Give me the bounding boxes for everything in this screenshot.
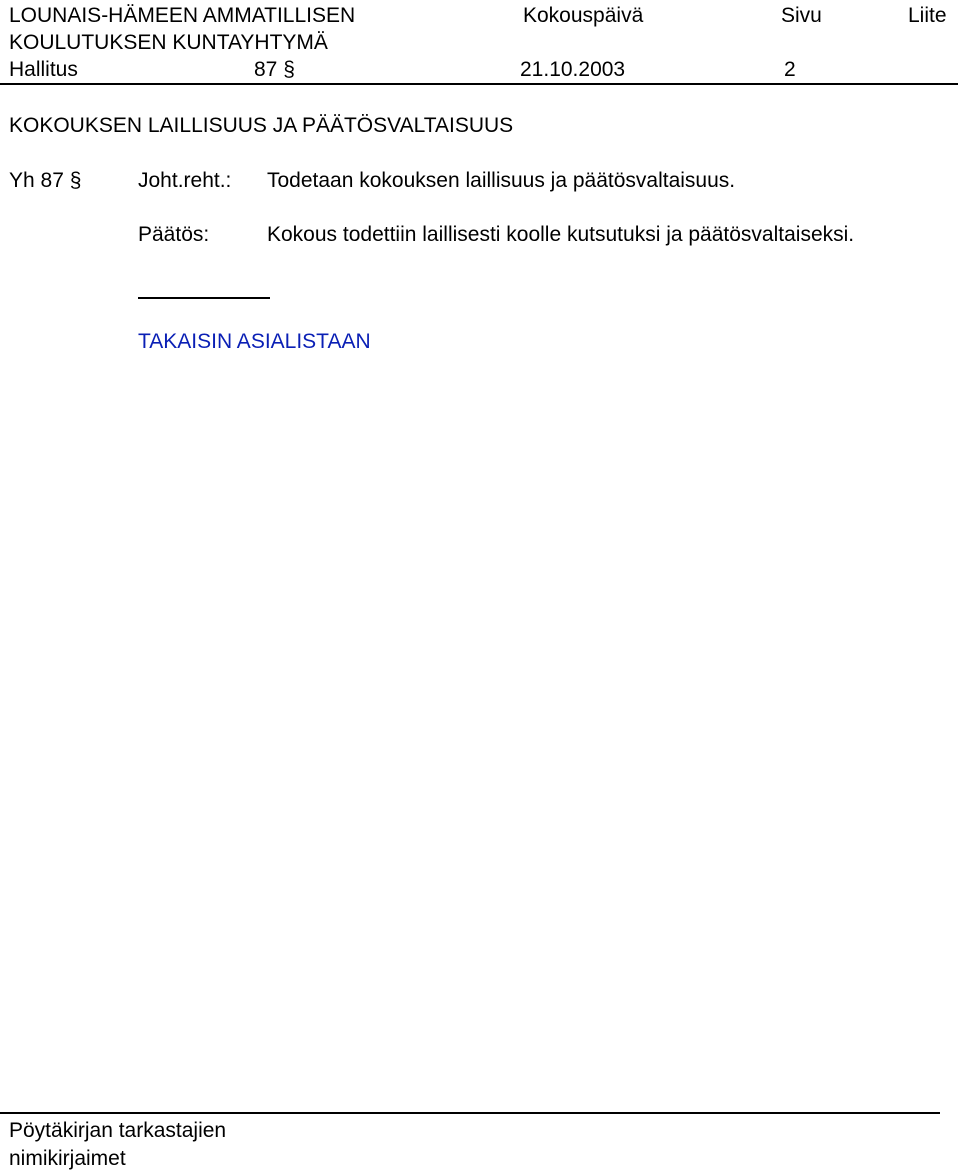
end-of-item-rule	[138, 297, 270, 299]
meeting-date-header: Kokouspäivä	[523, 4, 644, 27]
footer-initials-label-line2: nimikirjaimet	[9, 1147, 126, 1170]
item-reference: Yh 87 §	[9, 169, 82, 192]
decision-text: Kokous todettiin laillisesti koolle kutsutuksi ja päätösvaltaiseksi.	[267, 223, 855, 246]
appendix-header: Liite	[908, 4, 947, 27]
section-title: KOKOUKSEN LAILLISUUS JA PÄÄTÖSVALTAISUUS	[9, 114, 514, 137]
proposal-text: Todetaan kokouksen laillisuus ja päätösvaltaisuus.	[267, 169, 736, 192]
page-number: 2	[784, 58, 796, 81]
footer-divider	[0, 1112, 940, 1114]
board-name: Hallitus	[9, 58, 78, 81]
footer-initials-label-line1: Pöytäkirjan tarkastajien	[9, 1119, 227, 1142]
organization-name-line1: LOUNAIS-HÄMEEN AMMATILLISEN	[9, 4, 356, 27]
proposal-label: Joht.reht.:	[138, 169, 232, 192]
back-to-agenda-link[interactable]: TAKAISIN ASIALISTAAN	[138, 330, 371, 353]
decision-label: Päätös:	[138, 223, 210, 246]
organization-name-line2: KOULUTUKSEN KUNTAYHTYMÄ	[9, 31, 328, 54]
header-divider	[0, 83, 958, 85]
meeting-date: 21.10.2003	[520, 58, 626, 81]
section-number: 87 §	[254, 58, 295, 81]
page-header: Sivu	[781, 4, 822, 27]
